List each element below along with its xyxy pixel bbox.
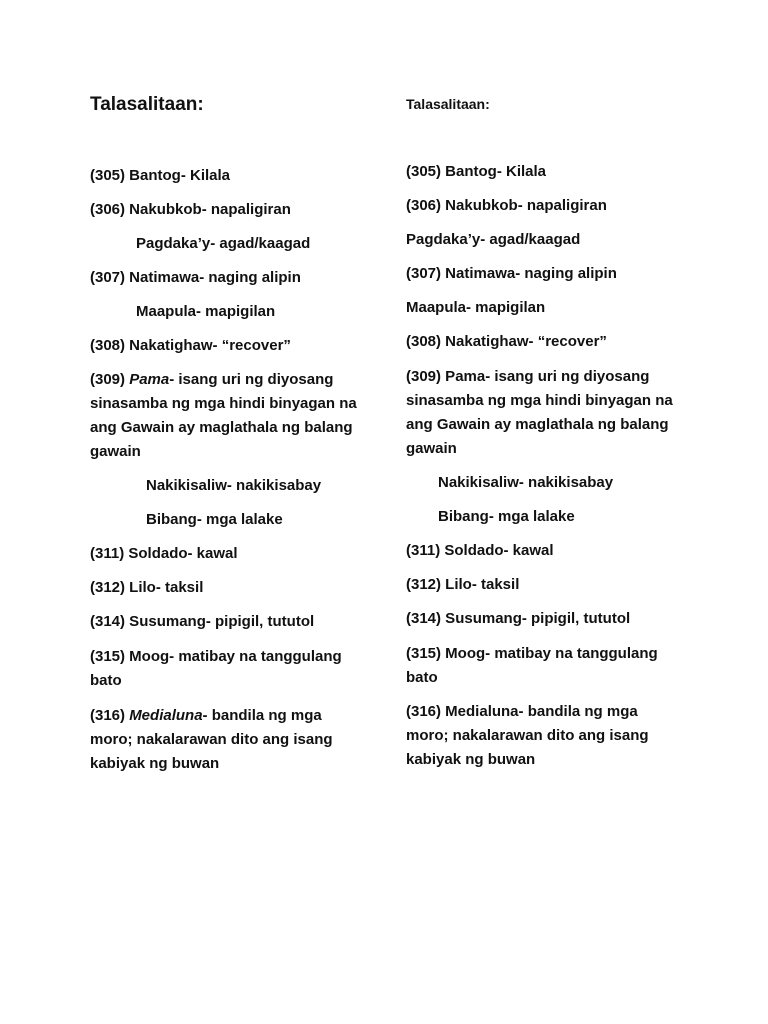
entry-305: (305) Bantog- Kilala xyxy=(90,167,231,184)
entry-306: (306) Nakubkob- napaligiran xyxy=(406,197,607,214)
entry-nakikisaliw: Nakikisaliw- nakikisabay xyxy=(146,477,322,494)
entry-pagdaka: Pagdaka’y- agad/kaagad xyxy=(406,231,581,248)
entry-nakikisaliw: Nakikisaliw- nakikisabay xyxy=(438,474,614,491)
entry-307: (307) Natimawa- naging alipin xyxy=(90,269,301,286)
entry-bibang: Bibang- mga lalake xyxy=(438,508,575,525)
entry-315: (315) Moog- matibay na tanggulang bato xyxy=(406,645,658,686)
entry-305: (305) Bantog- Kilala xyxy=(406,163,547,180)
entry-312: (312) Lilo- taksil xyxy=(406,576,520,593)
entry-pagdaka: Pagdaka’y- agad/kaagad xyxy=(136,235,311,252)
entry-307: (307) Natimawa- naging alipin xyxy=(406,265,617,282)
entry-maapula: Maapula- mapigilan xyxy=(406,299,546,316)
entry-316-term: Medialuna xyxy=(129,707,203,724)
entry-316 xyxy=(90,704,365,776)
entry-314: (314) Susumang- pipigil, tututol xyxy=(406,610,631,627)
entry-309-term: Pama xyxy=(129,371,170,388)
entry-314: (314) Susumang- pipigil, tututol xyxy=(90,613,315,630)
entry-maapula: Maapula- mapigilan xyxy=(136,303,276,320)
entry-309: (309) Pama- isang uri ng diyosang sinasamba ng mga hindi binyagan na ang Gawain ay maglathala ng balang gawain xyxy=(406,368,673,457)
entry-311: (311) Soldado- kawal xyxy=(90,545,238,562)
right-title: Talasalitaan: xyxy=(406,96,490,112)
entry-bibang: Bibang- mga lalake xyxy=(146,511,283,528)
left-title: Talasalitaan: xyxy=(90,94,204,115)
entry-309-number: (309) xyxy=(90,371,130,388)
entry-312: (312) Lilo- taksil xyxy=(90,579,204,596)
entry-308: (308) Nakatighaw- “recover” xyxy=(90,337,291,354)
entry-308: (308) Nakatighaw- “recover” xyxy=(406,333,607,350)
entry-309 xyxy=(90,368,365,464)
entry-316: (316) Medialuna- bandila ng mga moro; nakalarawan dito ang isang kabiyak ng buwan xyxy=(406,703,649,768)
entry-309-definition: - isang uri ng diyosang sinasamba ng mga hindi binyagan na ang Gawain ay maglathala ng balang gawain xyxy=(90,371,357,460)
entry-306: (306) Nakubkob- napaligiran xyxy=(90,201,291,218)
entry-311: (311) Soldado- kawal xyxy=(406,542,554,559)
entry-316-definition: - bandila ng mga moro; nakalarawan dito ang isang kabiyak ng buwan xyxy=(90,707,333,772)
entry-315: (315) Moog- matibay na tanggulang bato xyxy=(90,648,342,689)
entry-316-number: (316) xyxy=(90,707,130,724)
